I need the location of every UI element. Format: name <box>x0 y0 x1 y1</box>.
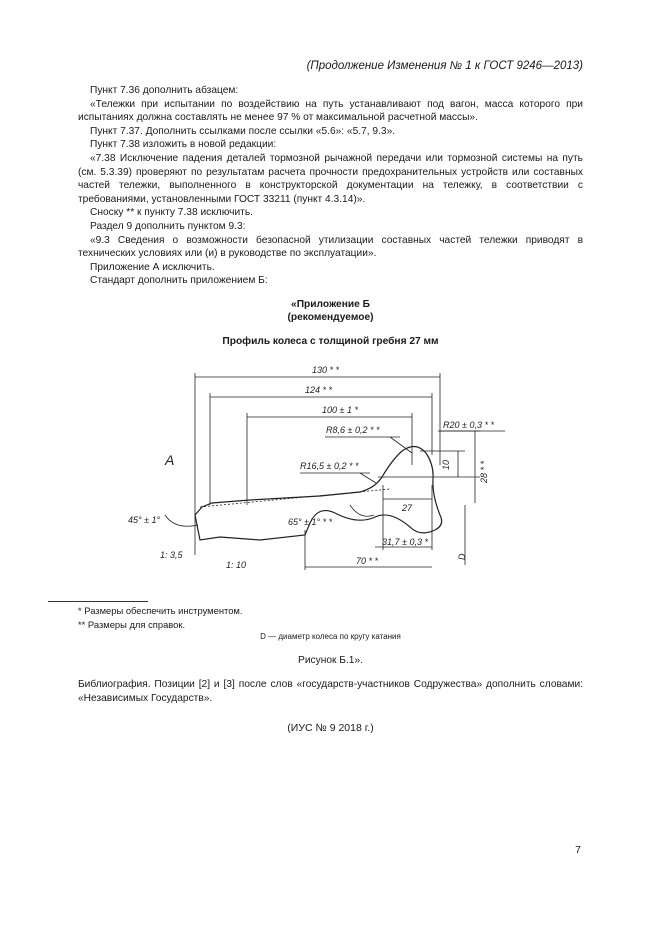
paragraph: «7.38 Исключение падения деталей тормозной рычажной передачи или тормозной системы на путь (см. 5.3.39) проверяют по результатам расчета прочности предохранительных устройств или составных частей тележки, выполненного в конструкторской документации на тележку, в соответствии с требованиями, установленными ГОСТ 33211 (пункт 4.3.14)». <box>78 152 583 205</box>
wheel-profile-drawing <box>120 355 520 575</box>
dim-diameter: D <box>457 553 467 560</box>
dim-r86: R8,6 ± 0,2 * * <box>326 425 380 435</box>
document-body <box>78 84 583 288</box>
footnote-divider <box>48 601 148 602</box>
angle-65: 65° ± 1° * * <box>288 517 333 527</box>
page-number: 7 <box>575 844 581 856</box>
dim-28: 28 * * <box>479 460 489 483</box>
footnote: ** Размеры для справок. <box>78 619 186 630</box>
page-header: (Продолжение Изменения № 1 к ГОСТ 9246—2013) <box>306 60 583 72</box>
dim-27: 27 <box>402 503 413 513</box>
taper-110: 1: 10 <box>226 560 247 570</box>
dim-130: 130 * * <box>312 365 340 375</box>
dim-124: 124 * * <box>305 385 333 395</box>
dim-r20: R20 ± 0,3 * * <box>443 420 494 430</box>
dim-100: 100 ± 1 * <box>322 405 358 415</box>
dim-70: 70 * * <box>356 556 379 566</box>
taper-35: 1: 3,5 <box>160 550 183 560</box>
ius-reference: (ИУС № 9 2018 г.) <box>287 722 374 734</box>
paragraph: Пункт 7.36 дополнить абзацем: <box>90 85 239 96</box>
paragraph: Сноску ** к пункту 7.38 исключить. <box>90 207 253 219</box>
appendix-title: «Приложение Б <box>291 299 370 310</box>
dim-r165: R16,5 ± 0,2 * * <box>300 461 359 471</box>
paragraph: Стандарт дополнить приложением Б: <box>90 275 268 287</box>
paragraph: «9.3 Сведения о возможности безопасной утилизации составных частей тележки приводят в технических условиях или (и) в руководстве по эксплуатации». <box>78 234 583 260</box>
appendix-subtitle: (рекомендуемое) <box>287 312 374 323</box>
paragraph: «Тележки при испытании по воздействию на путь устанавливают под вагон, масса которого при испытаниях должна составлять не менее 97 % от максимальной расчетной массы». <box>78 98 583 124</box>
angle-45: 45° ± 1° <box>128 515 161 525</box>
paragraph: Раздел 9 дополнить пунктом 9.3: <box>90 220 246 232</box>
paragraph: Приложение А исключить. <box>90 261 215 273</box>
figure-caption: Рисунок Б.1». <box>298 655 363 666</box>
footnote: * Размеры обеспечить инструментом. <box>78 605 243 616</box>
dim-317: 31,7 ± 0,3 * <box>382 537 428 547</box>
paragraph: Пункт 7.38 изложить в новой редакции: <box>90 139 277 151</box>
dim-10: 10 <box>441 459 451 470</box>
bibliography-note: Библиография. Позиции [2] и [3] после слов «государств-участников Содружества» дополнить словами: «Независимых Государств». <box>78 679 583 704</box>
appendix-heading <box>0 298 661 324</box>
figure-title: Профиль колеса с толщиной гребня 27 мм <box>222 336 439 347</box>
caption-note: D — диаметр колеса по кругу катания <box>260 632 401 641</box>
paragraph: Пункт 7.37. Дополнить ссылками после ссылки «5.6»: «5.7, 9.3». <box>90 125 396 137</box>
section-a-label: A <box>165 452 175 468</box>
